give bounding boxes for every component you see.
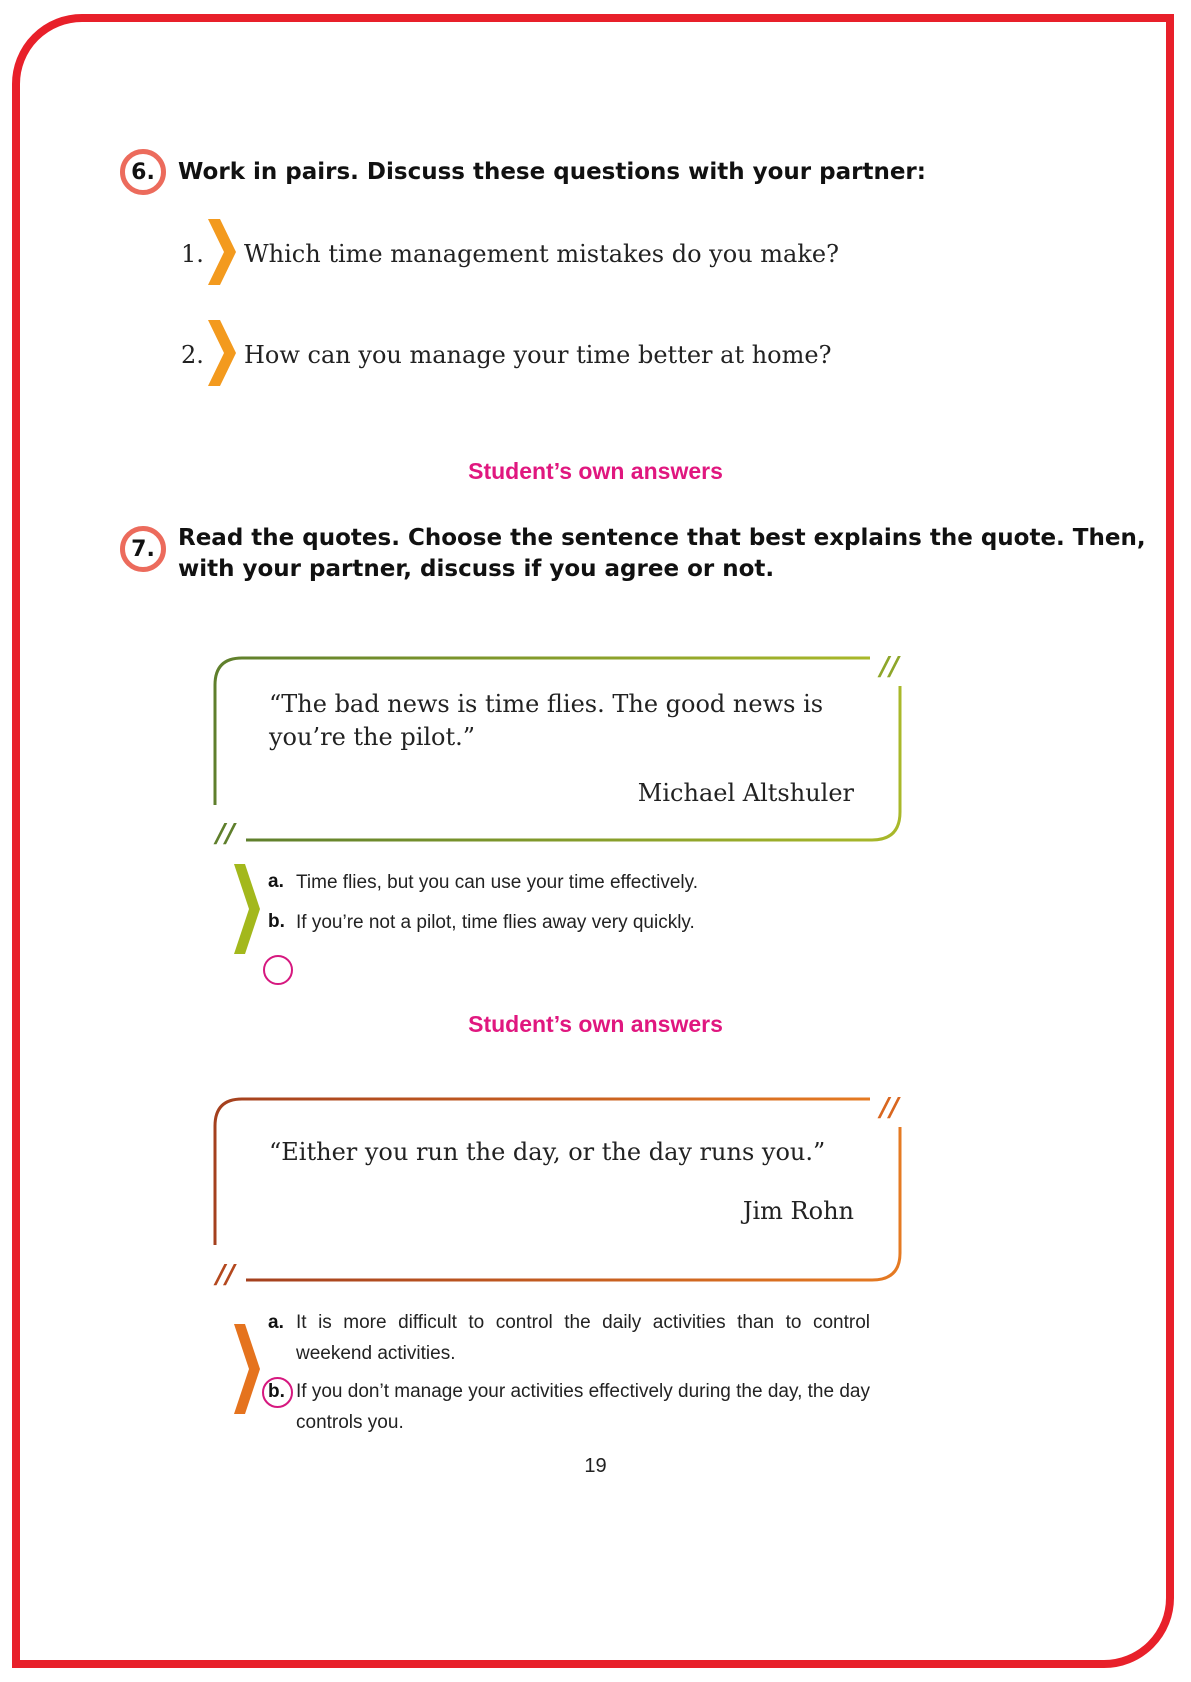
chevron-right-icon xyxy=(232,1324,260,1414)
quote-2-frame xyxy=(200,1080,920,1300)
quote-2-option-a-letter: a. xyxy=(268,1312,284,1333)
quotation-mark-icon: // xyxy=(216,1260,235,1290)
quote-1-option-b-letter: b. xyxy=(268,911,285,932)
quote-1-option-a-text: Time flies, but you can use your time effectively. xyxy=(296,872,698,893)
exercise-7-instruction-line-2: with your partner, discuss if you agree or not. xyxy=(178,556,775,582)
question-1-number: 1. xyxy=(181,240,204,268)
quote-2-option-a-text: It is more difficult to control the daily activities than to control weekend activities. xyxy=(296,1312,870,1364)
quote-1-option-b-text: If you’re not a pilot, time flies away very quickly. xyxy=(296,912,695,933)
question-2-text: How can you manage your time better at home? xyxy=(244,341,832,369)
quote-2-author: Jim Rohn xyxy=(742,1197,854,1225)
quotation-mark-icon: // xyxy=(880,652,899,682)
chevron-right-icon xyxy=(232,864,260,954)
exercise-6-instruction: Work in pairs. Discuss these questions with your partner: xyxy=(178,159,926,185)
quotation-mark-icon: // xyxy=(216,819,235,849)
question-2-number: 2. xyxy=(181,341,204,369)
page-number: 19 xyxy=(584,1455,607,1477)
answer-note-6: Student’s own answers xyxy=(468,458,723,484)
exercise-7-instruction-line-1: Read the quotes. Choose the sentence that best explains the quote. Then, xyxy=(178,525,1146,551)
chevron-right-icon xyxy=(206,320,236,386)
answer-circle-icon xyxy=(262,1377,293,1408)
answer-circle-icon xyxy=(263,955,293,985)
quote-2-option-b-text: If you don’t manage your activities effectively during the day, the day controls you. xyxy=(296,1381,870,1433)
quote-1-option-a-letter: a. xyxy=(268,871,284,892)
exercise-7-number: 7. xyxy=(131,536,155,562)
quote-2-option-b-letter: b. xyxy=(268,1381,285,1402)
question-1-text: Which time management mistakes do you make? xyxy=(244,240,839,268)
quote-2-text: “Either you run the day, or the day runs you.” xyxy=(269,1138,826,1166)
quote-1-text: “The bad news is time flies. The good news is you’re the pilot.” xyxy=(269,690,824,751)
exercise-6-number: 6. xyxy=(131,159,155,185)
quote-1-author: Michael Altshuler xyxy=(637,779,854,807)
exercise-6-badge xyxy=(120,149,166,195)
chevron-right-icon xyxy=(206,219,236,285)
answer-note-7: Student’s own answers xyxy=(468,1011,723,1037)
exercise-7-badge xyxy=(120,526,166,572)
quotation-mark-icon: // xyxy=(880,1093,899,1123)
